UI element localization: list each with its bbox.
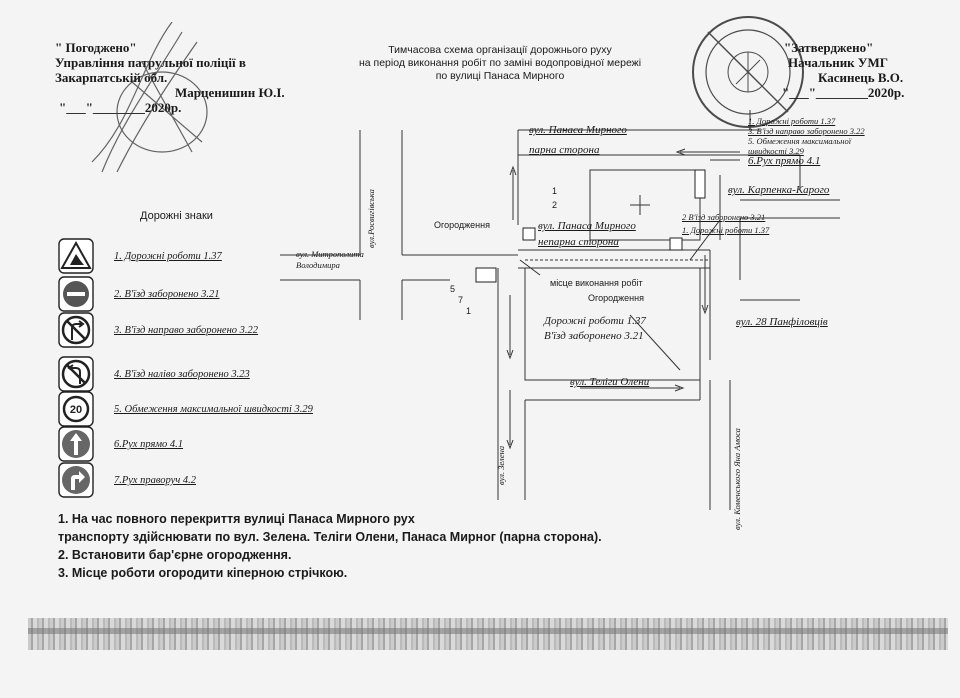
street-label-zelena: вул. Зелена (496, 445, 506, 485)
legend-label-3: 3. В'їзд направо заборонено 3.22 (114, 325, 259, 336)
right-sign-b2: 1. Дорожні роботи 1.37 (682, 225, 770, 235)
works-note-2: В'їзд заборонено 3.21 (544, 330, 644, 342)
speed-limit-value: 20 (69, 404, 83, 416)
right-sign-3: 5. Обмеження максимальної (748, 136, 852, 146)
title-line2: на період виконання робіт по заміні водопровідної мережі (358, 57, 642, 69)
note-1: 1. На час повного перекриття вулиці Панаса Мирного рух (58, 512, 415, 526)
street-label-komenskoho: вул. Коменського Яна Амоса (732, 428, 742, 530)
approval-right-line1: "Затверджено" (784, 40, 874, 55)
marker-7: 7 (458, 295, 464, 305)
speed-limit-sign-icon (58, 391, 94, 427)
approval-left-line2: Управління патрульної поліції в (55, 55, 246, 70)
traffic-scheme-map (280, 100, 880, 530)
scan-artifact-line (28, 628, 948, 634)
no-right-turn-sign-icon (58, 312, 94, 348)
street-label-panasa-odd: вул. Панаса Мирного (538, 220, 636, 232)
right-sign-1: 1. Дорожні роботи 1.37 (748, 116, 836, 126)
work-site-label: місце виконання робіт (550, 278, 643, 288)
street-label-panasa-odd-side: непарна сторона (538, 236, 619, 248)
marker-1: 1 (552, 186, 558, 196)
title-line1: Тимчасова схема організації дорожнього руху (388, 44, 612, 56)
right-sign-b1: 2 В'їзд заборонено 3.21 (682, 212, 766, 222)
right-sign-4: швидкості 3.29 (748, 146, 804, 156)
legend-label-1: 1. Дорожні роботи 1.37 (114, 251, 222, 262)
police-stamp-signature-icon (62, 22, 212, 182)
street-label-mytropolyta: вул. Митрополита (296, 249, 364, 259)
approval-right-line3: Касинець В.О. (818, 70, 904, 85)
marker-5: 5 (450, 284, 456, 294)
street-label-panasa-even-side: парна сторона (529, 144, 600, 156)
fence-label-left: Огородження (434, 220, 490, 230)
street-label-mytropolyta-2: Володимира (296, 260, 340, 270)
approval-left-line5: "___"________2020р. (59, 100, 182, 115)
note-3: 3. Місце роботи огородити кіперною стрічкою. (58, 566, 348, 580)
title-line3: по вулиці Панаса Мирного (435, 70, 565, 82)
straight-only-sign-icon (58, 426, 94, 462)
scan-artifact-band (28, 618, 948, 650)
approval-left-line4: Марценишин Ю.І. (175, 85, 285, 100)
marker-1b: 1 (466, 306, 472, 316)
works-note-1: Дорожні роботи 1.37 (544, 315, 646, 327)
fence-label-bottom: Огородження (588, 293, 644, 303)
road-works-sign-icon (58, 238, 94, 274)
legend-label-7: 7.Рух праворуч 4.2 (114, 475, 197, 486)
no-left-turn-sign-icon (58, 356, 94, 392)
marker-2: 2 (552, 200, 558, 210)
approval-right-line4: "___"________2020р. (782, 85, 905, 100)
legend-label-4: 4. В'їзд наліво заборонено 3.23 (114, 369, 250, 380)
street-label-rosvyhivska: вул.Росвигівська (366, 189, 376, 248)
legend-label-6: 6.Рух прямо 4.1 (114, 439, 184, 450)
approval-left-line3: Закарпатській обл. (55, 70, 168, 85)
no-entry-sign-icon (58, 276, 94, 312)
street-label-panfilovtsiv: вул. 28 Панфіловців (736, 316, 828, 328)
approval-right-line2: Начальник УМГ (788, 55, 889, 70)
street-label-telihy: вул. Теліги Олени (570, 376, 650, 388)
approval-left-line1: " Погоджено" (55, 40, 137, 55)
right-turn-only-sign-icon (58, 462, 94, 498)
right-sign-2: 3. В'їзд направо заборонено 3.22 (748, 126, 865, 136)
right-sign-list (748, 116, 865, 166)
legend-title: Дорожні знаки (140, 210, 213, 222)
document-title (330, 44, 670, 83)
legend-label-2: 2. В'їзд заборонено 3.21 (114, 289, 220, 300)
note-1b: транспорту здійснювати по вул. Зелена. Теліги Олени, Панаса Мирног (парна сторона). (58, 530, 602, 544)
street-label-karpenka: вул. Карпенка-Карого (728, 184, 830, 196)
note-2: 2. Встановити бар'єрне огородження. (58, 548, 292, 562)
legend-label-5: 5. Обмеження максимальної швидкості 3.29 (114, 404, 313, 415)
right-sign-5: 6.Рух прямо 4.1 (748, 155, 821, 167)
notes-block (58, 510, 638, 582)
street-label-panasa-even: вул. Панаса Мирного (529, 124, 627, 136)
